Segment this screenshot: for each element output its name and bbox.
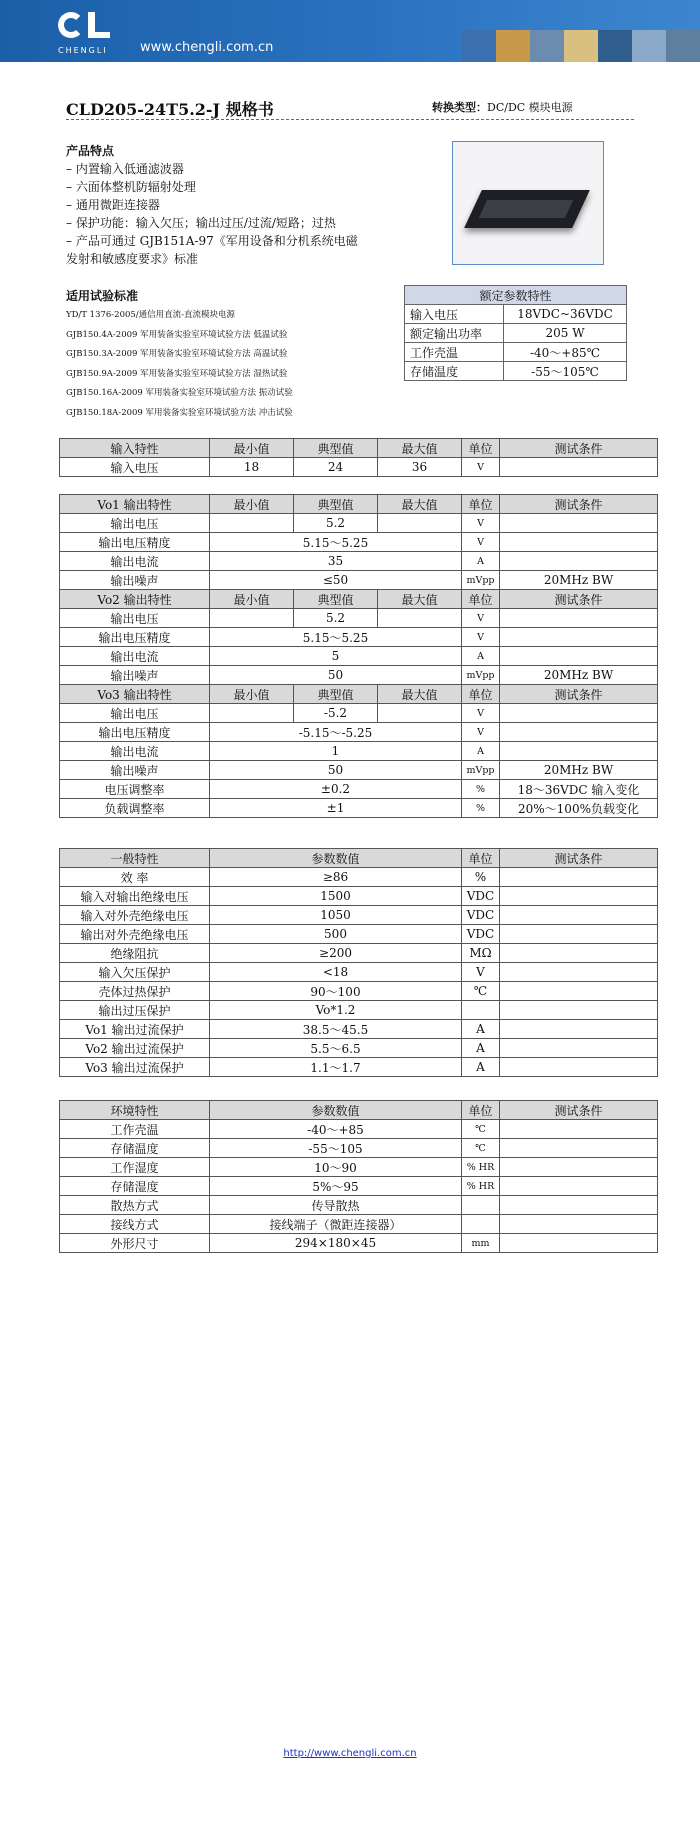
table-header-row [60, 1101, 658, 1120]
table-row [60, 1058, 658, 1077]
table-cell [500, 1039, 658, 1058]
table-cell: mVpp [462, 571, 500, 590]
table-row [60, 982, 658, 1001]
table-row [60, 906, 658, 925]
table-cell: Vo1 输出过流保护 [60, 1020, 210, 1039]
chengli-logo [58, 8, 116, 48]
table-cell [500, 704, 658, 723]
table-header-row [60, 685, 658, 704]
table-row [60, 925, 658, 944]
feature-item: – 产品可通过 GJB151A-97《军用设备和分机系统电磁 [66, 234, 358, 248]
table-cell [500, 963, 658, 982]
table-cell [210, 704, 294, 723]
table-cell [500, 723, 658, 742]
table-row [405, 362, 627, 381]
banner-image [530, 30, 564, 62]
table-cell: 接线端子（微距连接器） [210, 1215, 462, 1234]
table-cell: % [462, 868, 500, 887]
table-cell [500, 1158, 658, 1177]
table-cell: 输出电压精度 [60, 723, 210, 742]
table-cell [500, 533, 658, 552]
table-cell: A [462, 1039, 500, 1058]
conversion-type-value: DC/DC 模块电源 [487, 101, 573, 114]
column-header: 输入特性 [60, 439, 210, 458]
table-row [60, 1215, 658, 1234]
table-row [405, 343, 627, 362]
table-cell: V [462, 723, 500, 742]
table-row [60, 1234, 658, 1253]
table-cell: 输出电流 [60, 647, 210, 666]
table-row [60, 1177, 658, 1196]
table-cell [500, 982, 658, 1001]
table-cell: 输入对外壳绝缘电压 [60, 906, 210, 925]
table-cell: VDC [462, 887, 500, 906]
table-cell [500, 1234, 658, 1253]
column-header: 参数数值 [210, 849, 462, 868]
column-header: 测试条件 [500, 495, 658, 514]
table-cell: 38.5～45.5 [210, 1020, 462, 1039]
table-cell: 50 [210, 666, 462, 685]
table-cell: -40～+85 [210, 1120, 462, 1139]
table-cell: 输出电压 [60, 514, 210, 533]
conversion-type [432, 99, 573, 115]
table-row [60, 761, 658, 780]
table-row [60, 514, 658, 533]
standard-item: GJB150.18A-2009 军用装备实验室环境试验方法 冲击试验 [66, 407, 293, 418]
table-cell: ±0.2 [210, 780, 462, 799]
table-cell [462, 1196, 500, 1215]
table-cell: 18 [210, 458, 294, 477]
table-cell: mVpp [462, 761, 500, 780]
table-cell [378, 609, 462, 628]
table-row [405, 305, 627, 324]
banner-image [462, 30, 496, 62]
table-cell: 输出噪声 [60, 571, 210, 590]
column-header: 单位 [462, 849, 500, 868]
column-header: 测试条件 [500, 590, 658, 609]
table-cell [500, 1020, 658, 1039]
general-characteristics-table [59, 848, 658, 1077]
standard-item: GJB150.3A-2009 军用装备实验室环境试验方法 高温试验 [66, 349, 288, 359]
table-row [60, 1001, 658, 1020]
table-cell [500, 868, 658, 887]
table-cell: ≤50 [210, 571, 462, 590]
table-cell: V [462, 628, 500, 647]
feature-item: – 六面体整机防辐射处理 [66, 180, 196, 194]
standard-item: GJB150.16A-2009 军用装备实验室环境试验方法 振动试验 [66, 388, 293, 398]
table-cell: V [462, 533, 500, 552]
table-cell: 接线方式 [60, 1215, 210, 1234]
table-row [60, 533, 658, 552]
table-cell [500, 1215, 658, 1234]
conversion-type-label: 转换类型： [432, 101, 487, 114]
table-cell [500, 1177, 658, 1196]
table-cell: 5.2 [294, 609, 378, 628]
table-cell: Vo*1.2 [210, 1001, 462, 1020]
table-cell [500, 458, 658, 477]
document-title: CLD205-24T5.2-J 规格书 [66, 100, 274, 119]
table-cell: 输出电压 [60, 609, 210, 628]
table-cell: 工作壳温 [60, 1120, 210, 1139]
table-row [405, 324, 627, 343]
table-cell: 5.15～5.25 [210, 533, 462, 552]
table-cell [500, 1058, 658, 1077]
table-cell: ℃ [462, 1139, 500, 1158]
column-header: 一般特性 [60, 849, 210, 868]
column-header: Vo1 输出特性 [60, 495, 210, 514]
table-cell: -55～105 [210, 1139, 462, 1158]
table-cell: 500 [210, 925, 462, 944]
table-cell: mm [462, 1234, 500, 1253]
table-cell: 90～100 [210, 982, 462, 1001]
table-cell [500, 609, 658, 628]
table-row [60, 780, 658, 799]
table-cell: ≥200 [210, 944, 462, 963]
table-cell: 1 [210, 742, 462, 761]
table-cell: -5.15～-5.25 [210, 723, 462, 742]
logo-text: CHENGLI [58, 46, 108, 55]
footer-link[interactable]: http://www.chengli.com.cn [283, 1748, 417, 1759]
rated-label: 输入电压 [405, 305, 504, 324]
rated-parameters-table [404, 285, 627, 381]
table-cell: 输出电流 [60, 552, 210, 571]
table-row [60, 1158, 658, 1177]
table-cell: 1.1～1.7 [210, 1058, 462, 1077]
table-cell: V [462, 963, 500, 982]
standard-item: YD/T 1376-2005/通信用直流-直流模块电源 [66, 310, 236, 320]
standard-item: GJB150.9A-2009 军用装备实验室环境试验方法 湿热试验 [66, 368, 288, 379]
features-title: 产品特点 [66, 144, 115, 158]
table-cell: 10～90 [210, 1158, 462, 1177]
table-cell: <18 [210, 963, 462, 982]
table-cell: V [462, 704, 500, 723]
table-cell: 散热方式 [60, 1196, 210, 1215]
table-row [60, 1020, 658, 1039]
table-row [60, 1139, 658, 1158]
table-cell [378, 514, 462, 533]
table-cell: 294×180×45 [210, 1234, 462, 1253]
table-row [60, 887, 658, 906]
banner-image [496, 30, 530, 62]
rated-value: 205 W [504, 324, 627, 343]
banner-image [632, 30, 666, 62]
table-row [60, 1039, 658, 1058]
table-cell: V [462, 609, 500, 628]
column-header: 单位 [462, 495, 500, 514]
column-header: 测试条件 [500, 685, 658, 704]
table-row [60, 666, 658, 685]
table-cell: 输出对外壳绝缘电压 [60, 925, 210, 944]
table-cell: VDC [462, 906, 500, 925]
column-header: 单位 [462, 685, 500, 704]
table-cell: A [462, 552, 500, 571]
table-row [60, 458, 658, 477]
table-row [60, 723, 658, 742]
table-cell: A [462, 647, 500, 666]
table-cell: 5%～95 [210, 1177, 462, 1196]
feature-item: – 保护功能：输入欠压；输出过压/过流/短路；过热 [66, 216, 336, 230]
table-cell: 负载调整率 [60, 799, 210, 818]
table-cell: MΩ [462, 944, 500, 963]
table-cell: VDC [462, 925, 500, 944]
footer [0, 1748, 700, 1759]
table-cell: 输入电压 [60, 458, 210, 477]
table-cell: 壳体过热保护 [60, 982, 210, 1001]
table-cell: 绝缘阻抗 [60, 944, 210, 963]
table-cell: 5.5～6.5 [210, 1039, 462, 1058]
table-row [60, 571, 658, 590]
table-cell [500, 647, 658, 666]
column-header: 单位 [462, 1101, 500, 1120]
table-cell: Vo3 输出过流保护 [60, 1058, 210, 1077]
column-header: 最大值 [378, 439, 462, 458]
table-cell [500, 1196, 658, 1215]
column-header: 单位 [462, 590, 500, 609]
table-cell [500, 1001, 658, 1020]
column-header: 典型值 [294, 495, 378, 514]
standard-item: GJB150.4A-2009 军用装备实验室环境试验方法 低温试验 [66, 329, 288, 340]
feature-item: – 内置输入低通滤波器 [66, 162, 184, 176]
table-cell: 工作湿度 [60, 1158, 210, 1177]
standards-title: 适用试验标准 [66, 289, 139, 303]
table-cell: 输出电压精度 [60, 628, 210, 647]
table-cell: ℃ [462, 982, 500, 1001]
table-header-row [60, 590, 658, 609]
column-header: 最小值 [210, 439, 294, 458]
table-cell: 5 [210, 647, 462, 666]
table-cell [462, 1215, 500, 1234]
table-cell [500, 552, 658, 571]
table-cell: % [462, 780, 500, 799]
table-cell: A [462, 742, 500, 761]
table-cell: 50 [210, 761, 462, 780]
table-row [60, 552, 658, 571]
table-header-row [60, 439, 658, 458]
table-cell: 20%～100%负载变化 [500, 799, 658, 818]
table-cell [500, 628, 658, 647]
table-cell [210, 609, 294, 628]
table-cell: 36 [378, 458, 462, 477]
table-row [60, 628, 658, 647]
table-cell [500, 742, 658, 761]
table-cell: 18～36VDC 输入变化 [500, 780, 658, 799]
table-cell: 1500 [210, 887, 462, 906]
banner-image [564, 30, 598, 62]
column-header: 测试条件 [500, 1101, 658, 1120]
table-header-row [60, 495, 658, 514]
table-cell: 电压调整率 [60, 780, 210, 799]
product-photo [452, 141, 604, 265]
banner-image [666, 30, 700, 62]
feature-item: 发射和敏感度要求》标准 [66, 252, 199, 266]
column-header: 最大值 [378, 590, 462, 609]
table-cell: % [462, 799, 500, 818]
table-cell: V [462, 458, 500, 477]
output-characteristics-table [59, 494, 658, 818]
table-cell: ±1 [210, 799, 462, 818]
table-row [60, 1120, 658, 1139]
table-cell [500, 1139, 658, 1158]
table-cell: 20MHz BW [500, 761, 658, 780]
table-cell: 1050 [210, 906, 462, 925]
table-cell [210, 514, 294, 533]
table-cell: 存储温度 [60, 1139, 210, 1158]
column-header: 典型值 [294, 590, 378, 609]
table-cell: 效 率 [60, 868, 210, 887]
table-cell: A [462, 1058, 500, 1077]
header-banner-images [462, 30, 700, 62]
table-cell: 输出电压 [60, 704, 210, 723]
header-site-url: www.chengli.com.cn [140, 40, 274, 55]
table-cell: 20MHz BW [500, 571, 658, 590]
column-header: 最小值 [210, 590, 294, 609]
column-header: 最大值 [378, 685, 462, 704]
table-cell: 存储湿度 [60, 1177, 210, 1196]
table-cell: 输出过压保护 [60, 1001, 210, 1020]
table-row [60, 1196, 658, 1215]
table-cell: % HR [462, 1177, 500, 1196]
table-cell: 输入对输出绝缘电压 [60, 887, 210, 906]
column-header: Vo2 输出特性 [60, 590, 210, 609]
table-cell: 外形尺寸 [60, 1234, 210, 1253]
rated-table-title: 额定参数特性 [405, 286, 627, 305]
column-header: 测试条件 [500, 439, 658, 458]
table-cell: ℃ [462, 1120, 500, 1139]
table-cell: Vo2 输出过流保护 [60, 1039, 210, 1058]
features-list [66, 160, 358, 268]
table-cell [500, 887, 658, 906]
rated-value: 18VDC~36VDC [504, 305, 627, 324]
table-cell: 输出噪声 [60, 761, 210, 780]
rated-value: -55～105℃ [504, 362, 627, 381]
column-header: 环境特性 [60, 1101, 210, 1120]
table-cell: 20MHz BW [500, 666, 658, 685]
table-cell: 传导散热 [210, 1196, 462, 1215]
feature-item: – 通用微距连接器 [66, 198, 160, 212]
column-header: 典型值 [294, 439, 378, 458]
table-cell [500, 906, 658, 925]
table-cell: 5.15～5.25 [210, 628, 462, 647]
column-header: 单位 [462, 439, 500, 458]
table-cell: 输入欠压保护 [60, 963, 210, 982]
table-row [60, 799, 658, 818]
table-cell: 5.2 [294, 514, 378, 533]
title-divider [66, 119, 634, 120]
rated-label: 存储温度 [405, 362, 504, 381]
input-characteristics-table [59, 438, 658, 477]
table-row [60, 963, 658, 982]
column-header: Vo3 输出特性 [60, 685, 210, 704]
column-header: 参数数值 [210, 1101, 462, 1120]
column-header: 最大值 [378, 495, 462, 514]
rated-label: 额定输出功率 [405, 324, 504, 343]
environment-characteristics-table [59, 1100, 658, 1253]
banner-image [598, 30, 632, 62]
table-cell: 24 [294, 458, 378, 477]
table-cell: 35 [210, 552, 462, 571]
table-row [60, 944, 658, 963]
table-cell: A [462, 1020, 500, 1039]
column-header: 测试条件 [500, 849, 658, 868]
table-row [60, 704, 658, 723]
column-header: 典型值 [294, 685, 378, 704]
column-header: 最小值 [210, 685, 294, 704]
column-header: 最小值 [210, 495, 294, 514]
table-cell: mVpp [462, 666, 500, 685]
table-cell: 输出电流 [60, 742, 210, 761]
table-cell [378, 704, 462, 723]
rated-value: -40～+85℃ [504, 343, 627, 362]
table-cell: ≥86 [210, 868, 462, 887]
table-row [60, 868, 658, 887]
table-cell [500, 925, 658, 944]
table-cell: -5.2 [294, 704, 378, 723]
table-cell: 输出电压精度 [60, 533, 210, 552]
table-row [60, 742, 658, 761]
page-header [0, 0, 700, 62]
table-header-row [60, 849, 658, 868]
table-cell: 输出噪声 [60, 666, 210, 685]
table-cell: V [462, 514, 500, 533]
table-cell [500, 1120, 658, 1139]
table-row [60, 609, 658, 628]
table-cell [500, 514, 658, 533]
table-cell [500, 944, 658, 963]
rated-label: 工作壳温 [405, 343, 504, 362]
product-device-image [464, 190, 590, 228]
standards-list [66, 306, 293, 423]
table-row [60, 647, 658, 666]
table-cell: % HR [462, 1158, 500, 1177]
table-cell [462, 1001, 500, 1020]
